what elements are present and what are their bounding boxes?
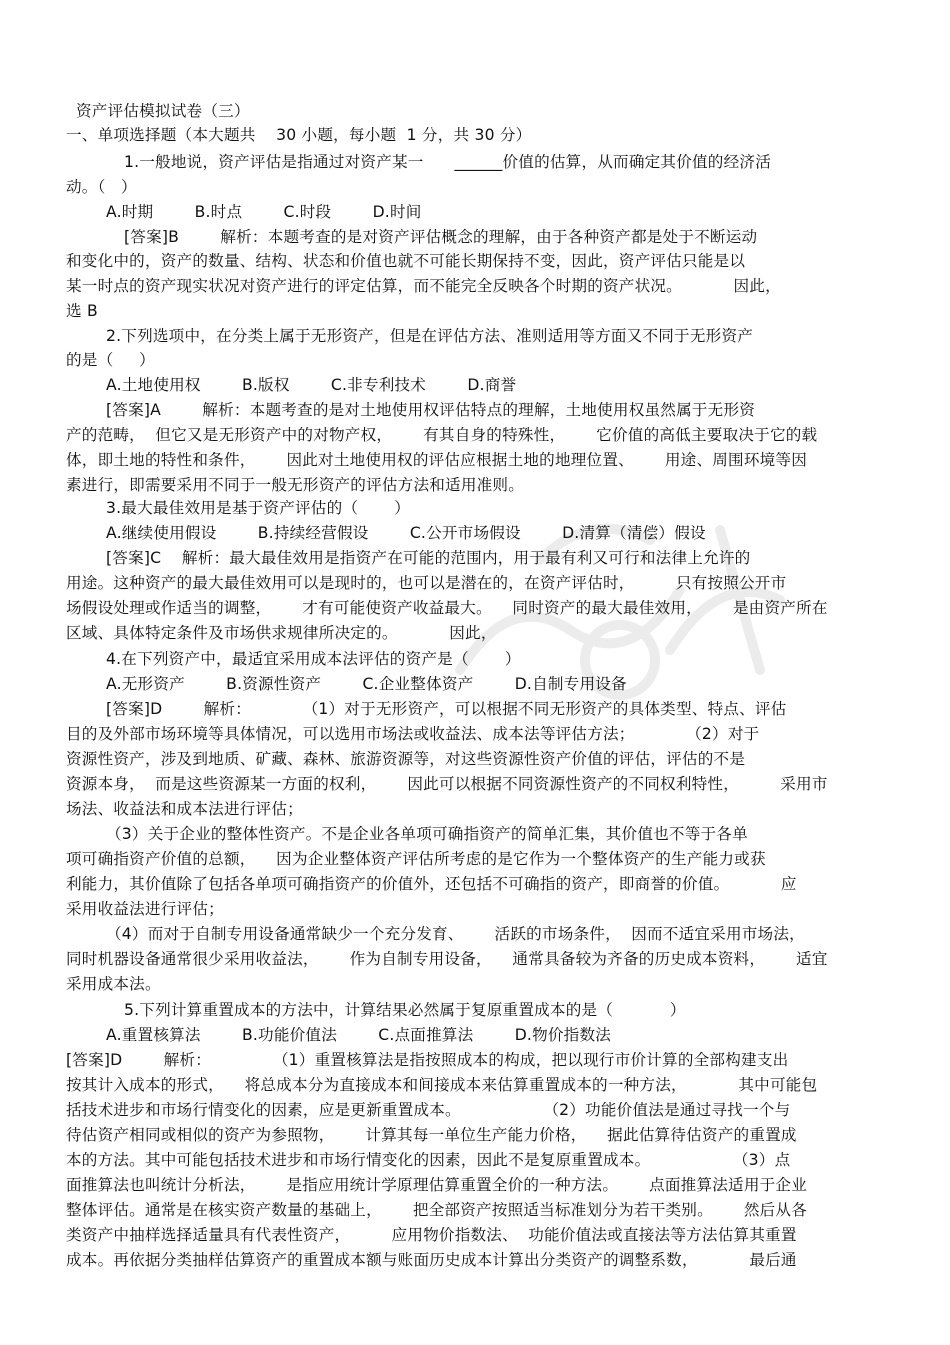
text-line: 成本。再依据分类抽样估算资产的重置成本额与账面历史成本计算出分类资产的调整系数， 最后通: [66, 1251, 797, 1269]
text-line: 面推算法也叫统计分析法， 是指应用统计学原理估算重置全价的一种方法。 点面推算法适用于企业: [66, 1176, 808, 1194]
text-line: 选 B: [66, 302, 98, 320]
text-line: 区域、具体特定条件及市场供求规律所决定的。 因此，: [66, 624, 497, 642]
text-line: 产的范畴， 但它又是无形资产中的对物产权， 有其自身的特殊性， 它价值的高低主要取决于它的载: [66, 426, 818, 444]
text-line: 动。（ ）: [66, 178, 137, 196]
answer-line: [答案]D 解析： （1）对于无形资产，可以根据不同无形资产的具体类型、特点、评估: [106, 700, 787, 718]
text-line: 场假设处理或作适当的调整， 才有可能使资产收益最大。 同时资产的最大最佳效用， 是由资产所在: [66, 599, 828, 617]
text-line: 1.一般地说，资产评估是指通过对资产某一 ______价值的估算，从而确定其价值的经济活: [124, 153, 771, 171]
answer-line: [答案]C 解析：最大最佳效用是指资产在可能的范围内，用于最有利又可行和法律上允许的: [106, 549, 751, 567]
answer-line: [答案]D 解析： （1）重置核算法是指按照成本的构成，把以现行市价计算的全部构建支出: [66, 1051, 789, 1069]
question-line: 3.最大最佳效用是基于资产评估的（ ）: [106, 499, 411, 517]
text-line: 利能力，其价值除了包括各单项可确指资产的价值外，还包括不可确指的资产，即商誉的价值。 应: [66, 875, 797, 893]
text-line: 目的及外部市场环境等具体情况，可以选用市场法或收益法、成本法等评估方法； （2）对于: [66, 725, 760, 743]
options-line: A.无形资产 B.资源性资产 C.企业整体资产 D.自制专用设备: [106, 675, 627, 693]
text-line: 某一时点的资产现实状况对资产进行的评定估算，而不能完全反映各个时期的资产状况。 因此，: [66, 277, 781, 295]
text-line: 的是（ ）: [66, 351, 155, 369]
text-line: （3）关于企业的整体性资产。不是企业各单项可确指资产的简单汇集，其价值也不等于各单: [106, 825, 748, 843]
text-line: 体，即土地的特性和条件， 因此对土地使用权的评估应根据土地的地理位置、 用途、周围环境等因: [66, 451, 808, 469]
text-line: 用途。这种资产的最大最佳效用可以是现时的，也可以是潜在的，在资产评估时， 只有按照公开市: [66, 574, 787, 592]
question-line: 4.在下列资产中，最适宜采用成本法评估的资产是（ ）: [106, 650, 521, 668]
text-line: 采用收益法进行评估；: [66, 900, 224, 918]
answer-line: [答案]A 解析：本题考查的是对土地使用权评估特点的理解，土地使用权虽然属于无形资: [106, 401, 756, 419]
text-line: 待估资产相同或相似的资产为参照物， 计算其每一单位生产能力价格， 据此估算待估资产的重置成: [66, 1126, 797, 1144]
text-line: 整体评估。通常是在核实资产数量的基础上， 把全部资产按照适当标准划分为若干类别。 然后从各: [66, 1201, 808, 1219]
options-line: A.继续使用假设 B.持续经营假设 C.公开市场假设 D.清算（清偿）假设: [106, 524, 706, 542]
document-title: 资产评估模拟试卷（三）: [76, 102, 250, 120]
text-line: 括技术进步和市场行情变化的因素，应是更新重置成本。 （2）功能价值法是通过寻找一个与: [66, 1101, 791, 1119]
text-line: 按其计入成本的形式， 将总成本分为直接成本和间接成本来估算重置成本的一种方法， 其中可能包: [66, 1076, 818, 1094]
text-line: 资源性资产，涉及到地质、矿藏、森林、旅游资源等，对这些资源性资产价值的评估，评估的不是: [66, 750, 746, 768]
text-line: 资源本身， 而是这些资源某一方面的权利， 因此可以根据不同资源性资产的不同权利特性， 采用市: [66, 775, 828, 793]
question-line: 5.下列计算重置成本的方法中，计算结果必然属于复原重置成本的是（ ）: [124, 1001, 686, 1019]
text-line: 场法、收益法和成本法进行评估；: [66, 800, 303, 818]
answer-line: [答案]B 解析：本题考查的是对资产评估概念的理解，由于各种资产都是处于不断运动: [124, 228, 758, 246]
text-line: 项可确指资产价值的总额， 因为企业整体资产评估所考虑的是它作为一个整体资产的生产能力或获: [66, 850, 766, 868]
text-line: 同时机器设备通常很少采用收益法， 作为自制专用设备， 通常具备较为齐备的历史成本资料， 适宜: [66, 950, 828, 968]
section-heading: 一、单项选择题（本大题共 30 小题，每小题 1 分，共 30 分）: [66, 126, 532, 144]
text-line: 和变化中的，资产的数量、结构、状态和价值也就不可能长期保持不变，因此，资产评估只能是以: [66, 252, 746, 270]
text-line: 素进行，即需要采用不同于一般无形资产的评估方法和适用准则。: [66, 476, 525, 494]
text-line: 类资产中抽样选择适量具有代表性资产， 应用物价指数法、 功能价值法或直接法等方法估算其重置: [66, 1226, 797, 1244]
options-line: A.时期 B.时点 C.时段 D.时间: [106, 203, 422, 221]
question-line: 2.下列选项中，在分类上属于无形资产，但是在评估方法、准则适用等方面又不同于无形资产: [106, 327, 754, 345]
options-line: A.土地使用权 B.版权 C.非专利技术 D.商誉: [106, 376, 517, 394]
text-line: 本的方法。其中可能包括技术进步和市场行情变化的因素，因此不是复原重置成本。 （3）点: [66, 1151, 791, 1169]
text-line: 采用成本法。: [66, 975, 161, 993]
text-line: （4）而对于自制专用设备通常缺少一个充分发育、 活跃的市场条件， 因而不适宜采用市场法，: [106, 925, 805, 943]
options-line: A.重置核算法 B.功能价值法 C.点面推算法 D.物价指数法: [106, 1026, 612, 1044]
